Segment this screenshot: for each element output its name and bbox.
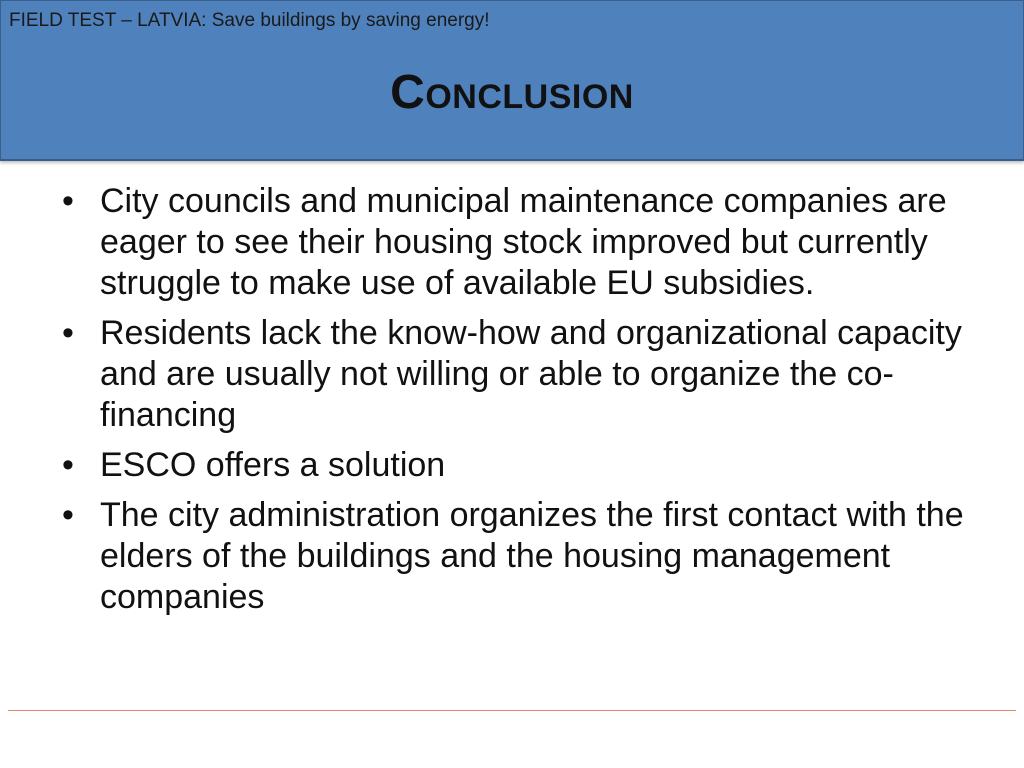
bullet-text: The city administration organizes the first contact with the elders of the buildings and the housing management companies: [100, 496, 964, 616]
field-test-label: FIELD TEST – LATVIA: Save buildings by saving energy!: [9, 10, 490, 31]
bullet-dot-icon: •: [62, 314, 74, 352]
bullet-item: [56, 181, 976, 304]
bullet-text: ESCO offers a solution: [100, 446, 446, 484]
bullet-dot-icon: •: [62, 496, 74, 534]
footer-divider: [8, 710, 1016, 711]
bullet-item: [56, 495, 976, 618]
bullet-item: [56, 445, 976, 486]
bullet-list: [56, 181, 976, 627]
title-banner: [0, 0, 1024, 161]
bullet-item: [56, 313, 976, 436]
bullet-text: Residents lack the know-how and organizational capacity and are usually not willing or able to organize the co-financing: [100, 314, 962, 434]
bullet-text: City councils and municipal maintenance companies are eager to see their housing stock improved but currently struggle to make use of available EU subsidies.: [100, 182, 947, 302]
bullet-dot-icon: •: [62, 446, 74, 484]
bullet-dot-icon: •: [62, 182, 74, 220]
slide-title: Conclusion: [390, 66, 634, 119]
